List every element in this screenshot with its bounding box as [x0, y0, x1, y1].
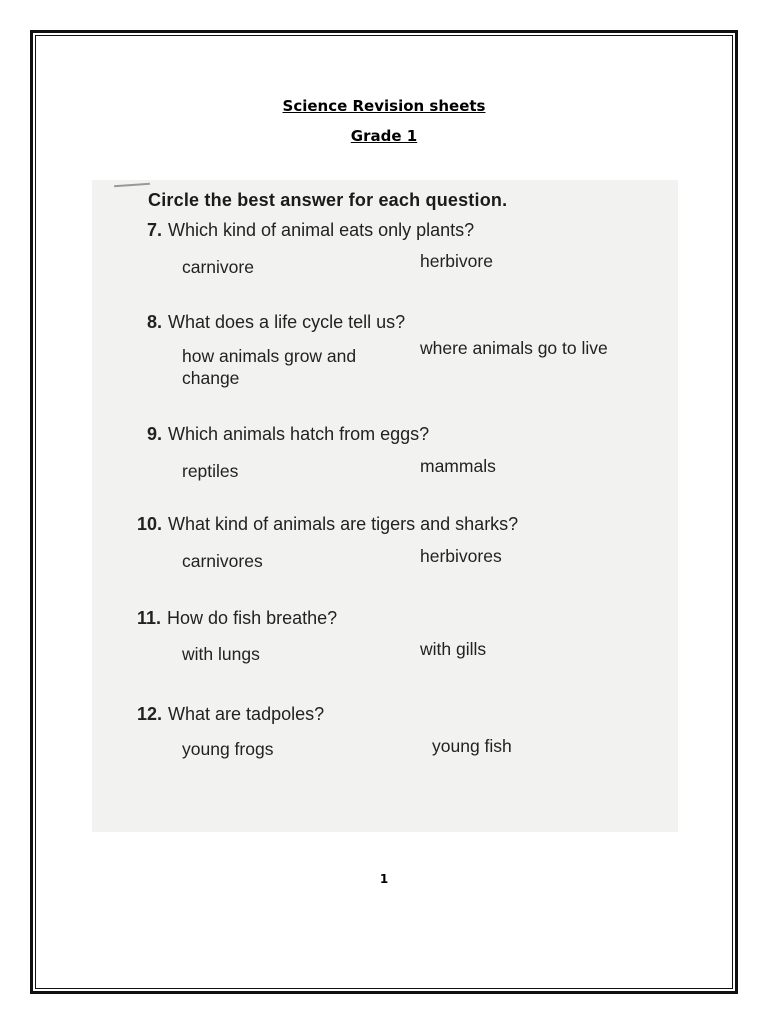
answer-option-b[interactable]: mammals [420, 456, 496, 476]
question-number: 10. [137, 514, 163, 534]
answer-option-a[interactable]: reptiles [182, 461, 239, 481]
question-text: What kind of animals are tigers and sharks? [168, 514, 519, 534]
answer-option-a[interactable]: carnivores [182, 551, 263, 571]
question-text: What are tadpoles? [168, 704, 325, 724]
question-number: 8. [147, 312, 163, 332]
question-number: 12. [137, 704, 163, 724]
question-7 [147, 220, 474, 241]
question-number: 7. [147, 220, 163, 240]
question-number: 9. [147, 424, 163, 444]
question-11 [137, 608, 337, 629]
scanned-worksheet [92, 180, 678, 832]
question-8 [147, 312, 405, 333]
question-10 [137, 514, 518, 535]
question-text: Which animals hatch from eggs? [168, 424, 430, 444]
page-number: 1 [379, 872, 389, 886]
worksheet-title: Science Revision sheets [282, 97, 486, 115]
answer-option-b[interactable]: with gills [420, 639, 487, 659]
grade-label: Grade 1 [350, 127, 418, 145]
question-12 [137, 704, 324, 725]
question-9 [147, 424, 429, 445]
answer-option-a[interactable]: young frogs [182, 739, 274, 759]
answer-option-b[interactable]: where animals go to live [420, 338, 608, 358]
answer-option-b[interactable]: herbivore [420, 251, 493, 271]
answer-option-a[interactable]: carnivore [182, 257, 254, 277]
instruction-text: Circle the best answer for each question. [148, 190, 508, 210]
pencil-mark [114, 183, 150, 188]
question-number: 11. [137, 608, 162, 628]
answer-option-a[interactable]: with lungs [182, 644, 260, 664]
question-text: How do fish breathe? [167, 608, 338, 628]
answer-option-b[interactable]: herbivores [420, 546, 502, 566]
answer-option-b[interactable]: young fish [432, 736, 512, 756]
question-text: What does a life cycle tell us? [168, 312, 406, 332]
question-text: Which kind of animal eats only plants? [168, 220, 475, 240]
answer-option-a[interactable]: how animals grow and change [182, 346, 357, 388]
